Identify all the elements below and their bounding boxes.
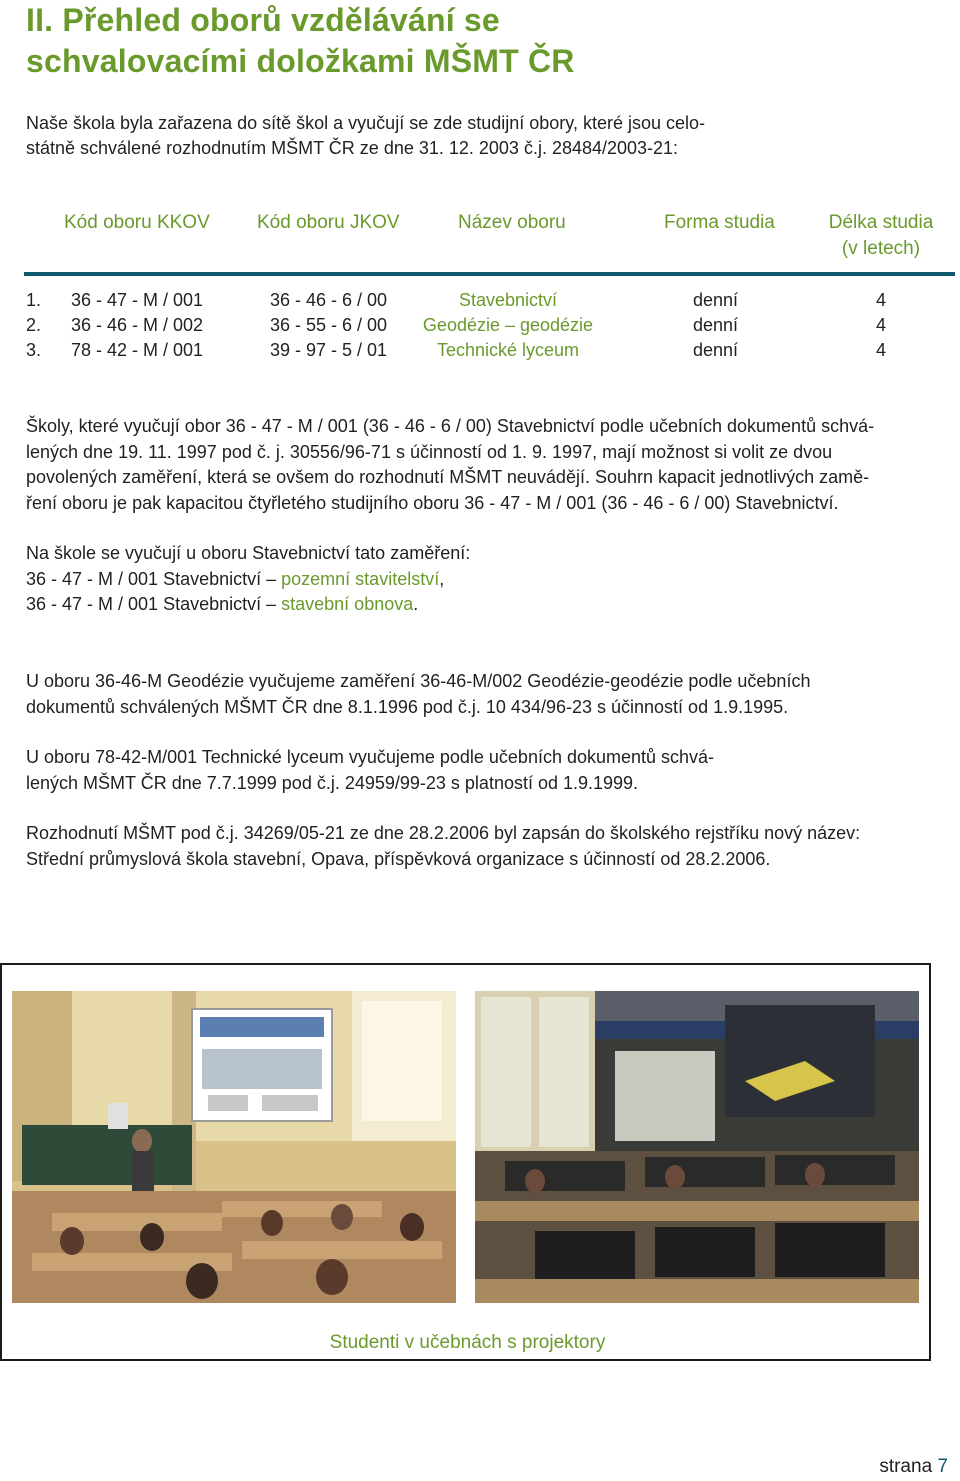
header-delka-line-2: (v letech) (841, 238, 921, 259)
page-title (26, 0, 726, 82)
classroom-photo-left (12, 991, 456, 1303)
page-title-line-2: schvalovacími doložkami MŠMT ČR (26, 43, 575, 79)
page-label: strana (879, 1456, 933, 1477)
focus-item-2 (26, 592, 886, 618)
focus-item-1 (26, 567, 886, 593)
page-title-line-1: II. Přehled oborů vzdělávání se (26, 2, 500, 38)
photo-frame (0, 963, 931, 1361)
paragraph-line: U oboru 78-42-M/001 Technické lyceum vyučujeme podle učebních dokumentů schvá- (26, 747, 715, 767)
paragraph-line: lených MŠMT ČR dne 7.7.1999 pod č.j. 24959/99-23 s platností od 1.9.1999. (26, 772, 639, 793)
focus-item-prefix: 36 - 47 - M / 001 Stavebnictví – (26, 594, 282, 614)
photo-caption: Studenti v učebnách s projektory (329, 1332, 606, 1353)
table-header-rule (24, 272, 955, 276)
paragraph-geodesy (26, 669, 886, 720)
row-number: 3. (26, 340, 42, 360)
paragraph-line: U oboru 36-46-M Geodézie vyučujeme zaměření 36-46-M/002 Geodézie-geodézie podle učebních (26, 671, 811, 691)
row-kkov: 36 - 46 - M / 002 (71, 315, 204, 335)
classroom-photo-right (475, 991, 919, 1303)
paragraph-line: dokumentů schválených MŠMT ČR dne 8.1.1996 pod č.j. 10 434/96-23 s účinností od 1.9.1995. (26, 696, 789, 717)
header-nazev: Název oboru (458, 212, 566, 233)
intro-paragraph (26, 111, 746, 161)
header-jkov: Kód oboru JKOV (257, 212, 400, 233)
row-delka: 4 (876, 340, 887, 360)
paragraph-line: lených dne 19. 11. 1997 pod č. j. 30556/96-71 s účinností od 1. 9. 1997, mají možnost si volit ze dvou (26, 441, 833, 462)
intro-line-2: státně schválené rozhodnutím MŠMT ČR ze dne 31. 12. 2003 č.j. 28484/2003-21: (26, 138, 679, 158)
paragraph-line: Rozhodnutí MŠMT pod č.j. 34269/05-21 ze dne 28.2.2006 byl zapsán do školského rejstříku nový název: (26, 823, 861, 843)
header-kkov: Kód oboru KKOV (64, 212, 210, 233)
row-delka: 4 (876, 290, 887, 310)
page-footer (879, 1456, 948, 1478)
row-nazev: Geodézie – geodézie (422, 315, 594, 335)
row-forma: denní (693, 290, 739, 310)
row-jkov: 36 - 46 - 6 / 00 (270, 290, 388, 310)
paragraph-line: Na škole se vyučují u oboru Stavebnictví tato zaměření: (26, 543, 471, 563)
paragraph-focus-list (26, 541, 886, 618)
row-jkov: 36 - 55 - 6 / 00 (270, 315, 388, 335)
row-number: 1. (26, 290, 42, 310)
row-jkov: 39 - 97 - 5 / 01 (270, 340, 388, 360)
focus-item-suffix: , (439, 568, 445, 589)
focus-item-name: stavební obnova (281, 594, 414, 614)
focus-item-prefix: 36 - 47 - M / 001 Stavebnictví – (26, 568, 282, 589)
focus-item-suffix: . (413, 594, 419, 614)
paragraph-directions (26, 414, 886, 516)
row-number: 2. (26, 315, 42, 335)
row-forma: denní (693, 340, 739, 360)
row-nazev: Technické lyceum (436, 340, 580, 360)
row-kkov: 78 - 42 - M / 001 (71, 340, 204, 360)
header-delka (810, 210, 952, 262)
row-nazev: Stavebnictví (458, 290, 558, 310)
table-row (0, 312, 960, 338)
table-row (0, 287, 960, 313)
focus-item-name: pozemní stavitelství (281, 568, 440, 589)
paragraph-line: ření oboru je pak kapacitou čtyřletého studijního oboru 36 - 47 - M / 001 (36 - 46 - 6 / 00) Stavebnictví. (26, 492, 839, 513)
paragraph-lyceum (26, 745, 886, 796)
row-delka: 4 (876, 315, 887, 335)
paragraph-line: Školy, které vyučují obor 36 - 47 - M / 001 (36 - 46 - 6 / 00) Stavebnictví podle učebních dokumentů schvá- (26, 416, 875, 436)
paragraph-decision (26, 821, 886, 872)
header-delka-line-1: Délka studia (828, 212, 934, 233)
paragraph-line: povolených zaměření, která se ovšem do rozhodnutí MŠMT neuvádějí. Souhrn kapacit jednotlivých zamě- (26, 467, 870, 487)
classroom-photo-right-image (475, 991, 919, 1303)
page-number: 7 (937, 1456, 948, 1477)
header-forma: Forma studia (664, 212, 775, 233)
row-forma: denní (693, 315, 739, 335)
intro-line-1: Naše škola byla zařazena do sítě škol a vyučují se zde studijní obory, které jsou celo- (26, 113, 706, 133)
row-kkov: 36 - 47 - M / 001 (71, 290, 204, 310)
paragraph-line: Střední průmyslová škola stavební, Opava, příspěvková organizace s účinností od 28.2.2006. (26, 848, 771, 869)
table-row (0, 337, 960, 363)
classroom-photo-left-image (12, 991, 456, 1303)
